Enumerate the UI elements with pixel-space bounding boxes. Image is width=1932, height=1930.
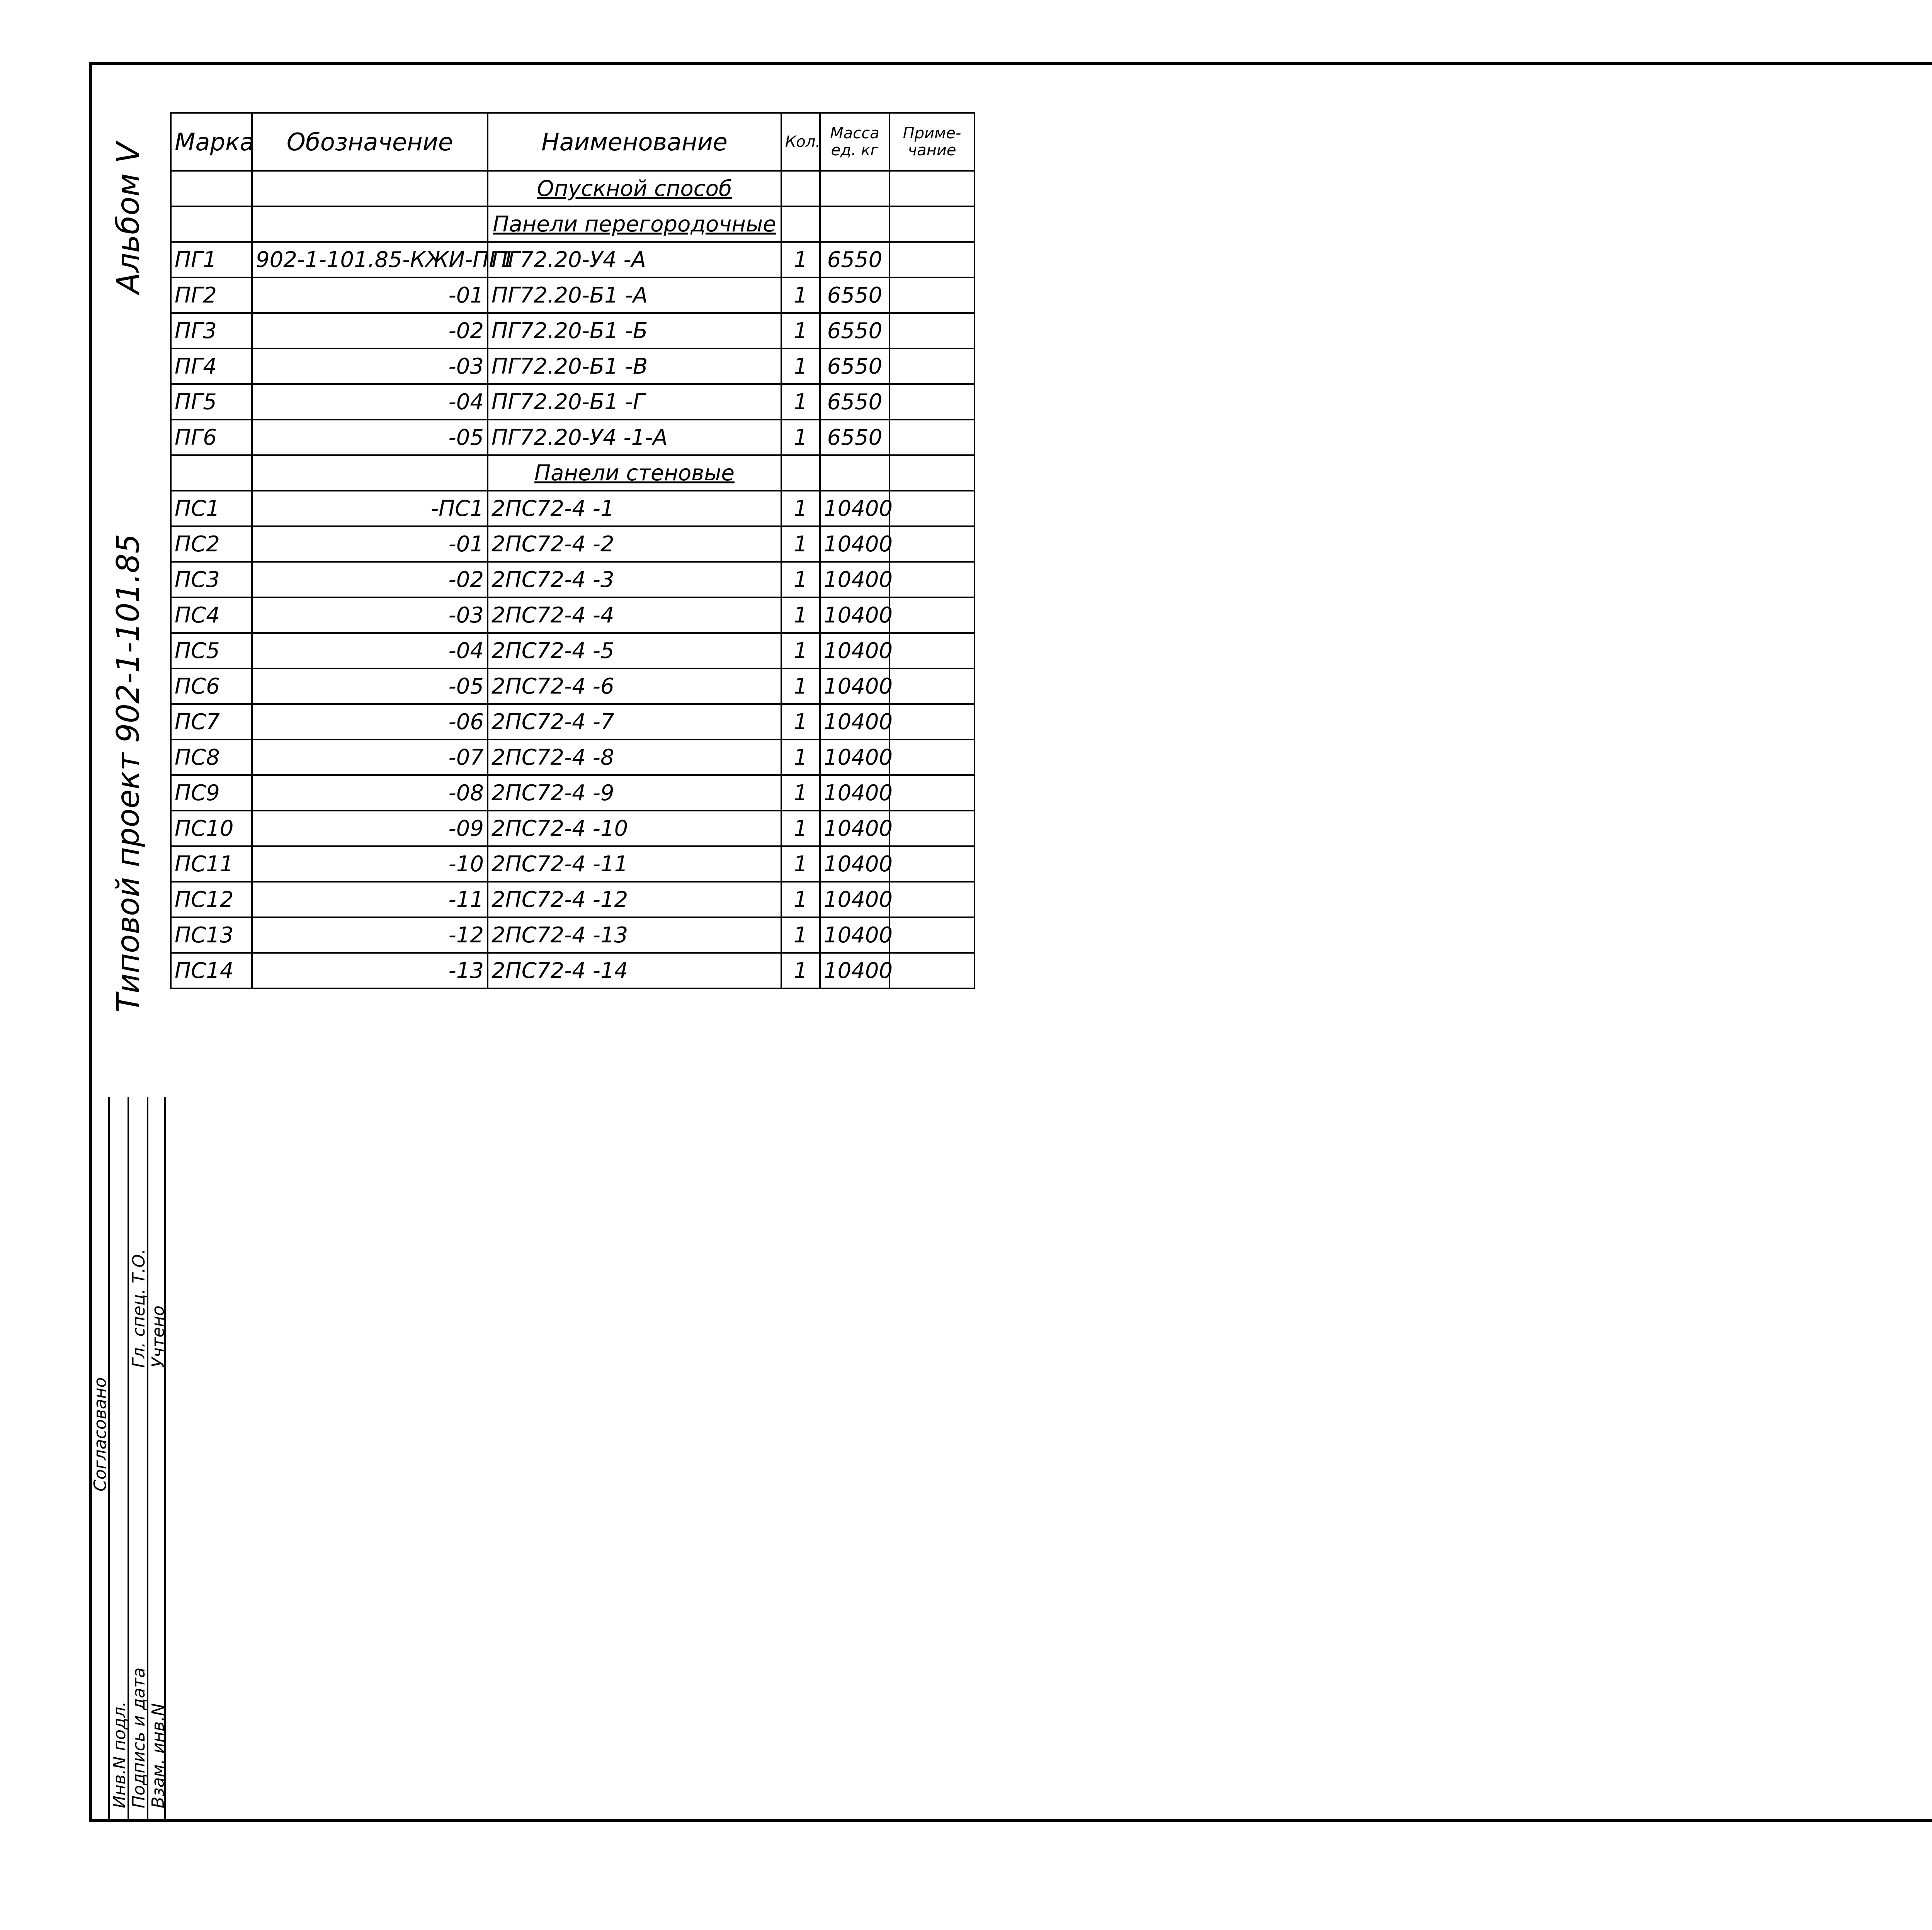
name-cell: 2ПС72-4 -8: [488, 740, 781, 775]
qty-cell: 1: [781, 349, 820, 384]
mark-cell: ПС13: [171, 917, 252, 953]
designation-cell: -ПС1: [252, 491, 488, 526]
mass-cell: 6550: [820, 420, 889, 455]
table-row: [171, 526, 975, 562]
mass-cell: 6550: [820, 384, 889, 420]
table-row: [171, 953, 975, 988]
qty-cell: 1: [781, 775, 820, 811]
name-cell: 2ПС72-4 -1: [488, 491, 781, 526]
mass-cell: 10400: [820, 846, 889, 882]
designation-cell: -09: [252, 811, 488, 846]
name-cell: 2ПС72-4 -5: [488, 633, 781, 668]
name-cell: ПГ72.20-У4 -А: [488, 242, 781, 277]
designation-cell: -03: [252, 597, 488, 633]
table-row: [171, 846, 975, 882]
mark-cell: ПГ5: [171, 384, 252, 420]
table-row: [171, 384, 975, 420]
mass-cell: 6550: [820, 242, 889, 277]
designation-cell: [252, 455, 488, 491]
designation-cell: [252, 171, 488, 206]
mass-cell: 10400: [820, 668, 889, 704]
mark-cell: ПС8: [171, 740, 252, 775]
designation-cell: -07: [252, 740, 488, 775]
spec-table-left: [170, 112, 975, 989]
mass-cell: 6550: [820, 277, 889, 313]
qty-cell: 1: [781, 526, 820, 562]
col-name-header: Наименование: [488, 113, 781, 171]
name-cell: 2ПС72-4 -9: [488, 775, 781, 811]
mark-cell: ПС9: [171, 775, 252, 811]
designation-cell: 902-1-101.85-КЖИ-ПГ1: [252, 242, 488, 277]
mark-cell: ПС3: [171, 562, 252, 597]
mark-cell: [171, 171, 252, 206]
qty-cell: 1: [781, 811, 820, 846]
note-cell: [889, 882, 975, 917]
designation-cell: -10: [252, 846, 488, 882]
name-cell: ПГ72.20-Б1 -В: [488, 349, 781, 384]
note-cell: [889, 633, 975, 668]
qty-cell: 1: [781, 668, 820, 704]
name-cell: 2ПС72-4 -3: [488, 562, 781, 597]
designation-cell: -13: [252, 953, 488, 988]
note-cell: [889, 349, 975, 384]
mass-cell: 10400: [820, 526, 889, 562]
table-row: [171, 420, 975, 455]
qty-cell: 1: [781, 597, 820, 633]
name-cell: 2ПС72-4 -2: [488, 526, 781, 562]
stamp-label-chief: Гл. спец. Т.О.: [129, 1248, 149, 1368]
table-row: [171, 349, 975, 384]
table-row: [171, 633, 975, 668]
designation-cell: -01: [252, 526, 488, 562]
mark-cell: ПГ3: [171, 313, 252, 349]
table-row: [171, 668, 975, 704]
designation-cell: -02: [252, 313, 488, 349]
qty-cell: 1: [781, 633, 820, 668]
note-cell: [889, 917, 975, 953]
mass-cell: 10400: [820, 597, 889, 633]
mark-cell: ПС1: [171, 491, 252, 526]
stamp-label-signature: Подпись и дата: [129, 1667, 149, 1808]
table-row: [171, 242, 975, 277]
table-row: [171, 491, 975, 526]
designation-cell: -04: [252, 384, 488, 420]
note-cell: [889, 171, 975, 206]
qty-cell: [781, 455, 820, 491]
col-qty-header: Кол.: [781, 113, 820, 171]
mass-cell: 6550: [820, 349, 889, 384]
mass-cell: 10400: [820, 704, 889, 740]
mark-cell: ПГ2: [171, 277, 252, 313]
note-cell: [889, 775, 975, 811]
mass-cell: 10400: [820, 882, 889, 917]
table-row: [171, 740, 975, 775]
name-cell: 2ПС72-4 -6: [488, 668, 781, 704]
mark-cell: ПС4: [171, 597, 252, 633]
qty-cell: 1: [781, 491, 820, 526]
mark-cell: ПС10: [171, 811, 252, 846]
mass-cell: 10400: [820, 811, 889, 846]
name-cell: 2ПС72-4 -4: [488, 597, 781, 633]
mass-cell: 10400: [820, 917, 889, 953]
designation-cell: -12: [252, 917, 488, 953]
table-row: [171, 277, 975, 313]
mark-cell: [171, 206, 252, 242]
note-cell: [889, 704, 975, 740]
mark-cell: ПГ1: [171, 242, 252, 277]
table-row: [171, 704, 975, 740]
qty-cell: 1: [781, 313, 820, 349]
stamp-label-replace: Взам. инв.N: [148, 1703, 168, 1808]
mark-cell: ПС11: [171, 846, 252, 882]
name-cell: ПГ72.20-Б1 -Б: [488, 313, 781, 349]
note-cell: [889, 668, 975, 704]
mass-cell: 10400: [820, 953, 889, 988]
qty-cell: 1: [781, 562, 820, 597]
table-row: [171, 775, 975, 811]
mass-cell: 10400: [820, 562, 889, 597]
qty-cell: 1: [781, 953, 820, 988]
name-cell: ПГ72.20-У4 -1-А: [488, 420, 781, 455]
table-row: [171, 917, 975, 953]
name-cell: Панели стеновые: [488, 455, 781, 491]
name-cell: 2ПС72-4 -14: [488, 953, 781, 988]
mark-cell: [171, 455, 252, 491]
name-cell: 2ПС72-4 -12: [488, 882, 781, 917]
table-row: [171, 811, 975, 846]
note-cell: [889, 420, 975, 455]
mark-cell: ПС6: [171, 668, 252, 704]
note-cell: [889, 313, 975, 349]
table-row: [171, 597, 975, 633]
table-row: [171, 455, 975, 491]
mass-cell: [820, 206, 889, 242]
mark-cell: ПС5: [171, 633, 252, 668]
table-row: [171, 882, 975, 917]
table-row: [171, 171, 975, 206]
table-header-row: [171, 113, 975, 171]
qty-cell: 1: [781, 242, 820, 277]
designation-cell: -05: [252, 420, 488, 455]
note-cell: [889, 526, 975, 562]
agreed-label: Согласовано: [90, 1377, 110, 1491]
mark-cell: ПС14: [171, 953, 252, 988]
mark-cell: ПГ4: [171, 349, 252, 384]
mass-cell: [820, 171, 889, 206]
note-cell: [889, 562, 975, 597]
col-mark-header: Марка: [171, 113, 252, 171]
designation-cell: -02: [252, 562, 488, 597]
table-row: [171, 313, 975, 349]
note-cell: [889, 846, 975, 882]
mass-cell: [820, 455, 889, 491]
note-cell: [889, 455, 975, 491]
qty-cell: [781, 171, 820, 206]
mass-cell: 6550: [820, 313, 889, 349]
table-row: [171, 562, 975, 597]
album-label: Альбом V: [110, 142, 146, 294]
designation-cell: -01: [252, 277, 488, 313]
stamp-label-counted: Учтено: [148, 1305, 168, 1368]
designation-cell: -05: [252, 668, 488, 704]
mass-cell: 10400: [820, 633, 889, 668]
qty-cell: 1: [781, 917, 820, 953]
note-cell: [889, 740, 975, 775]
col-note-header: Приме-чание: [889, 113, 975, 171]
designation-cell: -03: [252, 349, 488, 384]
mass-cell: 10400: [820, 491, 889, 526]
project-label: Типовой проект 902-1-101.85: [110, 534, 146, 1012]
note-cell: [889, 242, 975, 277]
note-cell: [889, 491, 975, 526]
note-cell: [889, 277, 975, 313]
mark-cell: ПГ6: [171, 420, 252, 455]
qty-cell: 1: [781, 740, 820, 775]
mark-cell: ПС7: [171, 704, 252, 740]
qty-cell: 1: [781, 420, 820, 455]
col-designation-header: Обозначение: [252, 113, 488, 171]
name-cell: 2ПС72-4 -10: [488, 811, 781, 846]
name-cell: ПГ72.20-Б1 -А: [488, 277, 781, 313]
col-mass-header: Масса ед. кг: [820, 113, 889, 171]
stamp-label-inv: Инв.N подл.: [110, 1701, 129, 1808]
qty-cell: [781, 206, 820, 242]
qty-cell: 1: [781, 384, 820, 420]
mark-cell: ПС12: [171, 882, 252, 917]
mass-cell: 10400: [820, 740, 889, 775]
note-cell: [889, 953, 975, 988]
designation-cell: -04: [252, 633, 488, 668]
mass-cell: 10400: [820, 775, 889, 811]
qty-cell: 1: [781, 277, 820, 313]
qty-cell: 1: [781, 882, 820, 917]
name-cell: Опускной способ: [488, 171, 781, 206]
name-cell: 2ПС72-4 -11: [488, 846, 781, 882]
table-row: [171, 206, 975, 242]
name-cell: 2ПС72-4 -7: [488, 704, 781, 740]
designation-cell: -11: [252, 882, 488, 917]
approval-stamp-strip: [89, 1097, 166, 1822]
note-cell: [889, 597, 975, 633]
designation-cell: [252, 206, 488, 242]
note-cell: [889, 206, 975, 242]
qty-cell: 1: [781, 846, 820, 882]
designation-cell: -08: [252, 775, 488, 811]
note-cell: [889, 811, 975, 846]
qty-cell: 1: [781, 704, 820, 740]
name-cell: ПГ72.20-Б1 -Г: [488, 384, 781, 420]
designation-cell: -06: [252, 704, 488, 740]
note-cell: [889, 384, 975, 420]
mark-cell: ПС2: [171, 526, 252, 562]
name-cell: 2ПС72-4 -13: [488, 917, 781, 953]
name-cell: Панели перегородочные: [488, 206, 781, 242]
